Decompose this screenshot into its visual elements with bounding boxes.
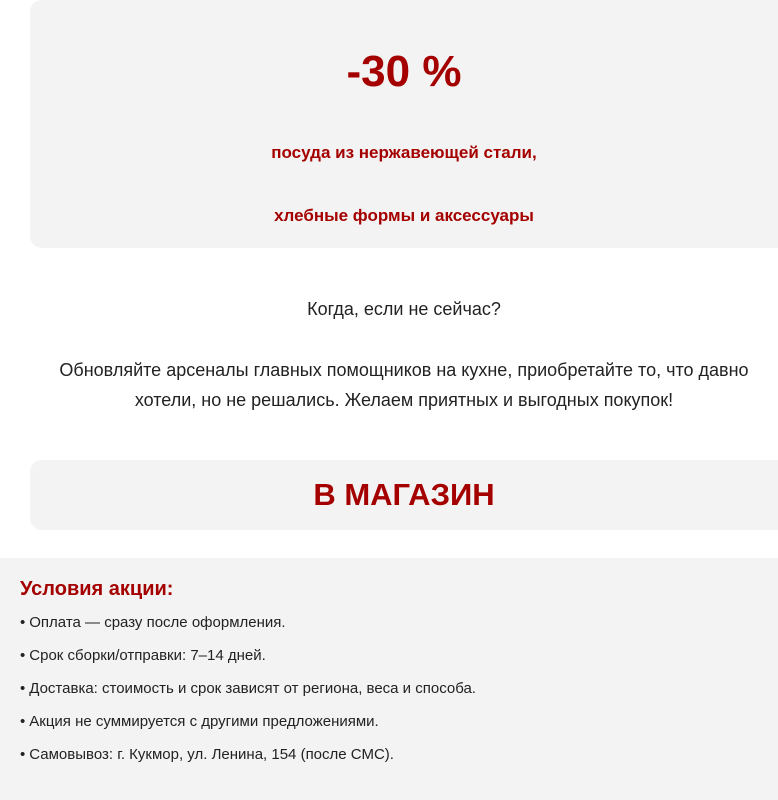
promo-line-1: посуда из нержавеющей стали, [271,143,537,162]
bullet-icon: • [20,680,26,697]
question-text: Когда, если не сейчас? [307,299,501,319]
list-item [20,678,476,700]
shop-button[interactable] [30,460,778,530]
discount-label: -30 % [346,47,462,96]
list-item [20,645,476,667]
list-item [20,744,476,766]
description-text: Обновляйте арсеналы главных помощников на кухне, приобретайте то, что давно хотели, но не решались. Желаем приятных и выгодных покупок! [59,360,749,410]
bullet-icon: • [20,746,26,763]
list-item-text: Акция не суммируется с другими предложениями. [29,713,379,730]
list-item-text: Самовывоз: г. Кукмор, ул. Ленина, 154 (после СМС). [29,746,394,763]
promo-line-2: хлебные формы и аксессуары [274,206,534,225]
conditions-section [0,558,778,800]
bullet-icon: • [20,614,26,631]
bullet-icon: • [20,647,26,664]
shop-button-label: В МАГАЗИН [313,477,495,512]
conditions-title: Условия акции: [20,578,174,600]
list-item-text: Доставка: стоимость и срок зависят от региона, веса и способа. [29,680,476,697]
conditions-list [20,612,476,777]
list-item [20,612,476,634]
list-item-text: Оплата — сразу после оформления. [29,614,286,631]
bullet-icon: • [20,713,26,730]
list-item [20,711,476,733]
promo-card [30,0,778,248]
list-item-text: Срок сборки/отправки: 7–14 дней. [29,647,266,664]
